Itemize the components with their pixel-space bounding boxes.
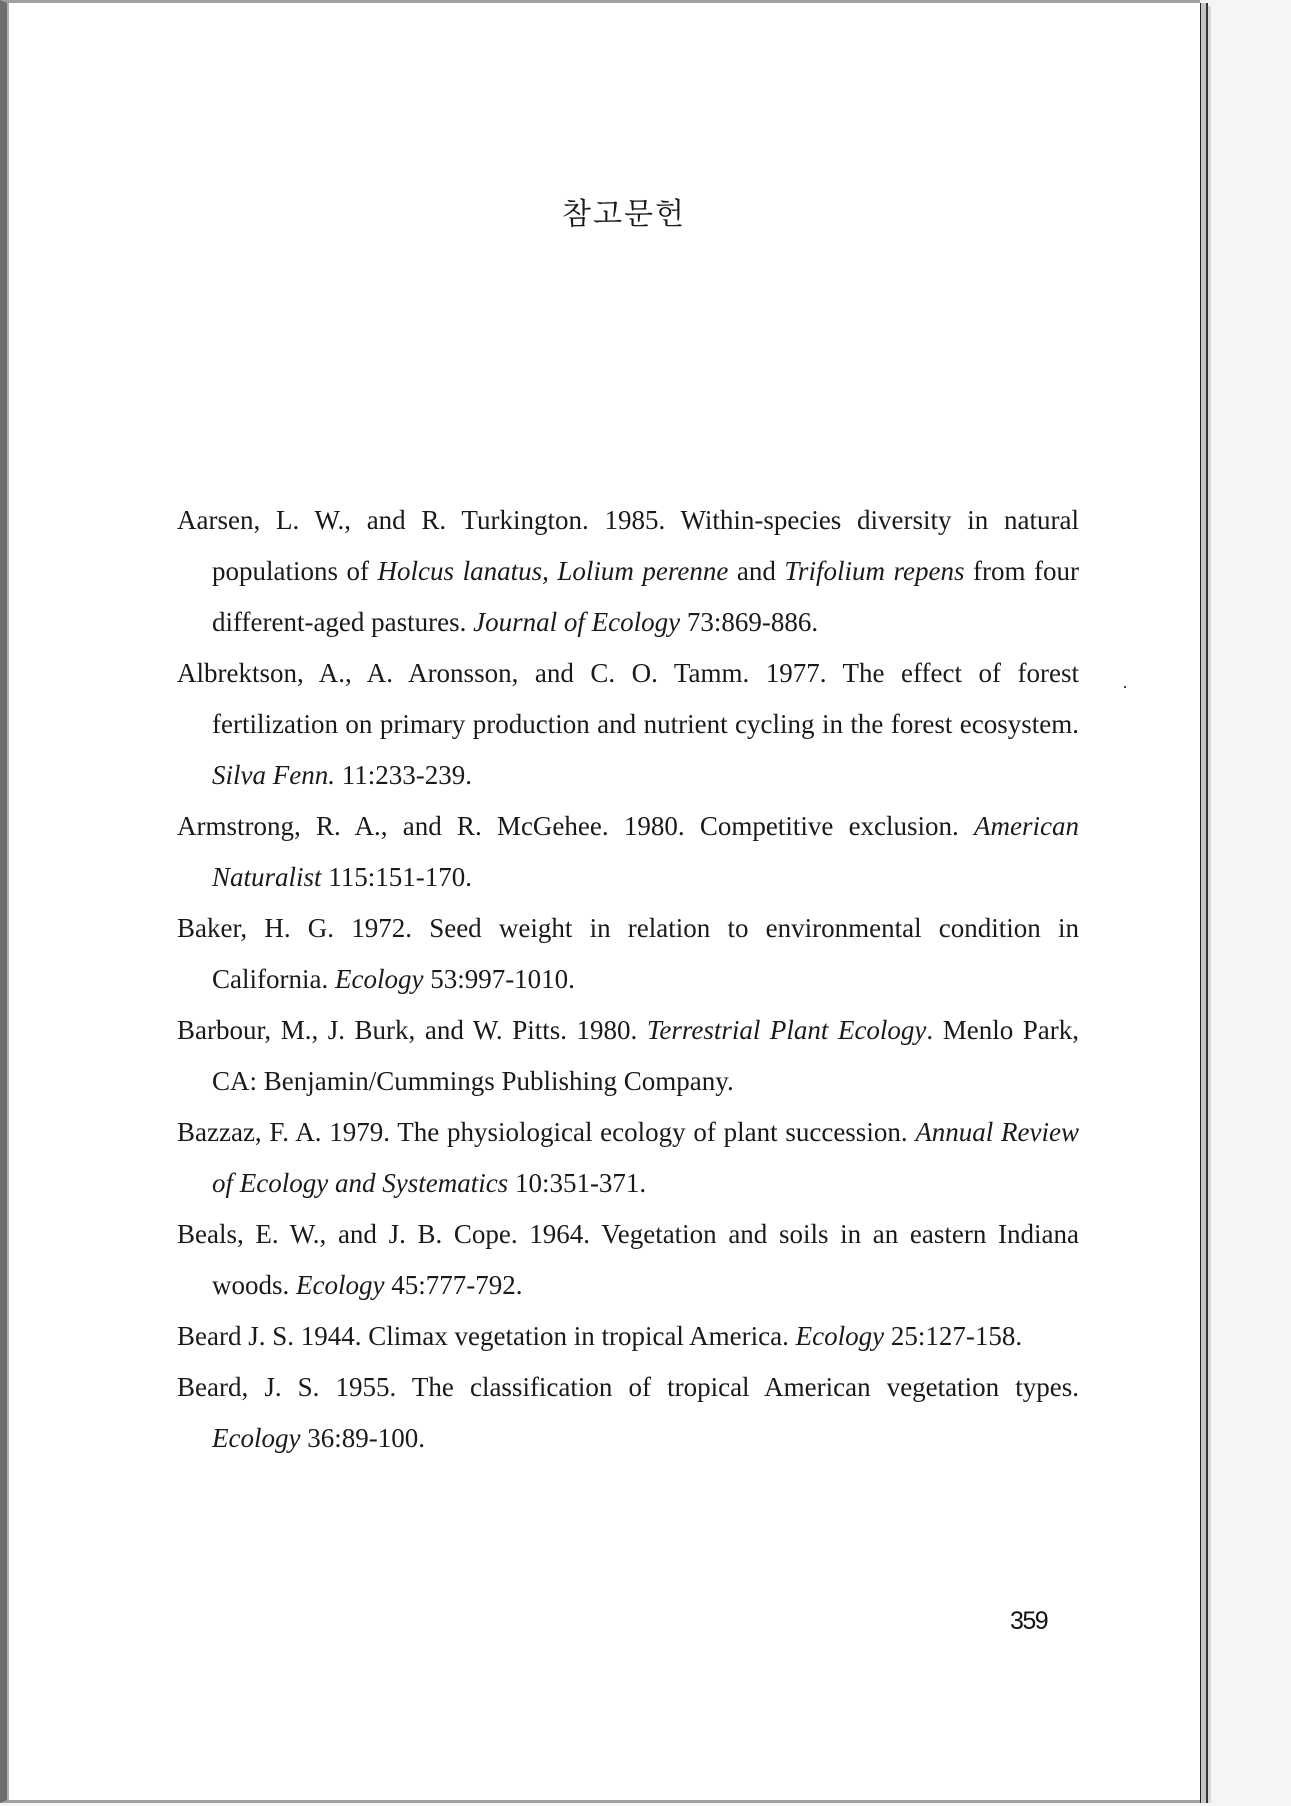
reference-text-run: Aarsen, L. W., and R. Turkington. 1985. Within-species diversity in natural populations of bbox=[177, 505, 1079, 586]
reference-text-run: Beard J. S. 1944. Climax vegetation in tropical America. bbox=[177, 1321, 796, 1351]
reference-text-run: Beard, J. S. 1955. The classification of tropical American vegetation types. bbox=[177, 1372, 1079, 1402]
reference-italic-run: Holcus lanatus, Lolium perenne bbox=[377, 556, 729, 586]
reference-entry bbox=[177, 1107, 1079, 1209]
reference-entry bbox=[177, 1005, 1079, 1107]
reference-text-run: 73:869-886. bbox=[680, 607, 819, 637]
reference-text-run: 25:127-158. bbox=[884, 1321, 1023, 1351]
page-edge-shadow bbox=[1208, 6, 1211, 1803]
reference-italic-run: Annual Review of Ecology and Systematics bbox=[212, 1117, 1079, 1198]
page-title: 참고문헌 bbox=[562, 197, 686, 232]
reference-text-run: Beals, E. W., and J. B. Cope. 1964. Vegetation and soils in an eastern Indiana woods. bbox=[177, 1219, 1079, 1300]
reference-italic-run: Ecology bbox=[334, 964, 424, 994]
reference-text-run: Barbour, M., J. Burk, and W. Pitts. 1980. bbox=[177, 1015, 647, 1045]
reference-italic-run: Terrestrial Plant Ecology bbox=[646, 1015, 927, 1045]
reference-text-run: 36:89-100. bbox=[300, 1423, 425, 1453]
reference-text-run: 10:351-371. bbox=[508, 1168, 647, 1198]
reference-list bbox=[177, 495, 1079, 1464]
reference-text-run: Bazzaz, F. A. 1979. The physiological ecology of plant succession. bbox=[177, 1117, 916, 1147]
reference-text-run: from four different-aged pastures. bbox=[212, 556, 1079, 637]
reference-italic-run: American Naturalist bbox=[212, 811, 1079, 892]
reference-text-run: 45:777-792. bbox=[384, 1270, 523, 1300]
reference-italic-run: Trifolium repens bbox=[784, 556, 965, 586]
reference-italic-run: Journal of Ecology bbox=[473, 607, 681, 637]
reference-entry bbox=[177, 1311, 1079, 1362]
reference-entry bbox=[177, 903, 1079, 1005]
reference-text-run: 115:151-170. bbox=[321, 862, 473, 892]
reference-italic-run: Ecology bbox=[296, 1270, 385, 1300]
page-edge-bevel bbox=[1200, 3, 1208, 1803]
reference-entry bbox=[177, 1209, 1079, 1311]
reference-text-run: 11:233-239. bbox=[334, 760, 472, 790]
reference-entry bbox=[177, 801, 1079, 903]
reference-entry bbox=[177, 495, 1079, 648]
reference-italic-run: Ecology bbox=[795, 1321, 885, 1351]
reference-italic-run: Silva Fenn. bbox=[212, 760, 335, 790]
scan-speck bbox=[1124, 686, 1126, 688]
reference-text-run: Albrektson, A., A. Aronsson, and C. O. Tamm. 1977. The effect of forest fertilization on primary production and nutrient cycling in the forest ecosystem. bbox=[177, 658, 1079, 739]
reference-entry bbox=[177, 1362, 1079, 1464]
page-number: 359 bbox=[1010, 1607, 1048, 1635]
reference-text-run: 53:997-1010. bbox=[423, 964, 575, 994]
reference-italic-run: Ecology bbox=[212, 1423, 301, 1453]
reference-text-run: . Menlo Park, CA: Benjamin/Cummings Publishing Company. bbox=[212, 1015, 1079, 1096]
reference-text-run: and bbox=[728, 556, 785, 586]
reference-text-run: Armstrong, R. A., and R. McGehee. 1980. Competitive exclusion. bbox=[177, 811, 975, 841]
reference-text-run: Baker, H. G. 1972. Seed weight in relation to environmental condition in California. bbox=[177, 913, 1079, 994]
reference-entry bbox=[177, 648, 1079, 801]
